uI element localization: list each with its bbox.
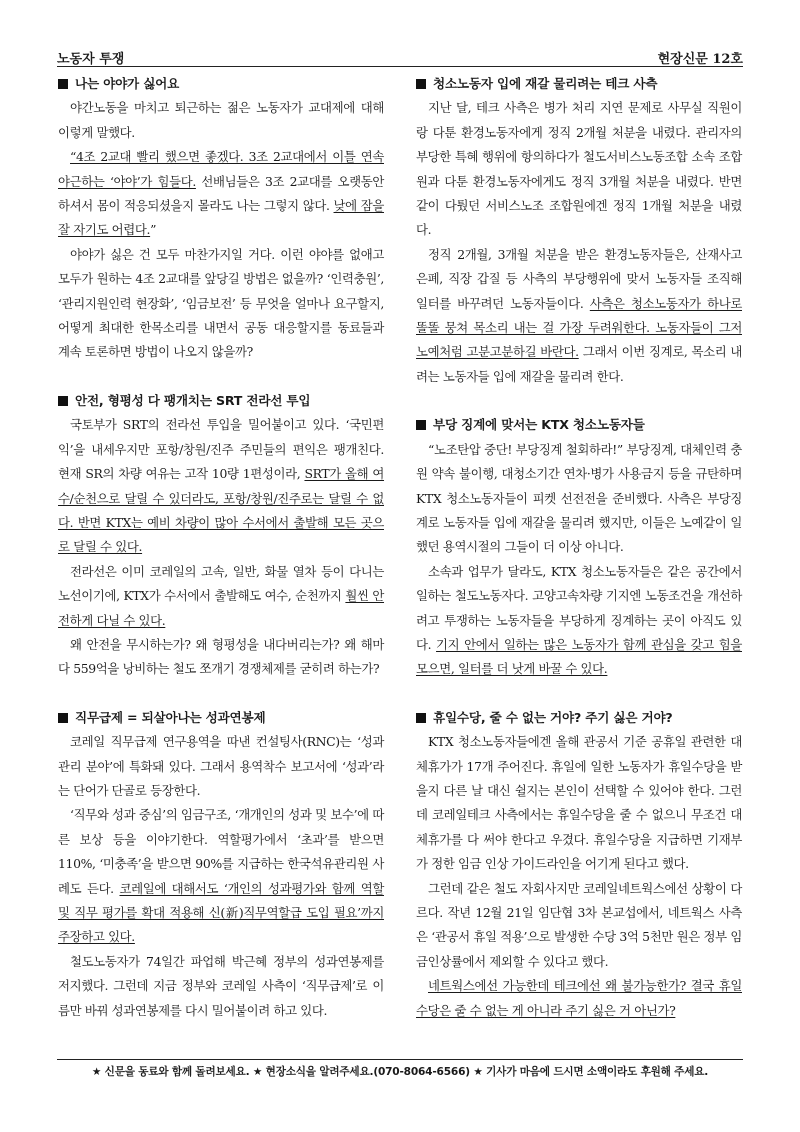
underlined-text: 네트웍스에선 가능한데 테크에선 왜 불가능한가? 결국 휴일수당은 줄 수 없는 게 아니라 주기 싫은 거 아닌가? [416, 978, 742, 1018]
paragraph: 철도노동자가 74일간 파업해 박근혜 정부의 성과연봉제를 저지했다. 그런데 지금 정부와 코레일 사측이 ‘직무급제’로 이름만 바꿔 성과연봉제를 다시 밀어붙이려 하고 있다. [58, 953, 384, 1018]
left-column [58, 72, 384, 1047]
heading-text: 직무급제 = 되살아나는 성과연봉제 [75, 709, 266, 725]
text-run: 선배님들은 3조 2교대를 오랫동안 하셔서 몸이 적응되셨을지 몰라도 나는 그렇지 않다. [58, 173, 384, 214]
text-run: 전라선은 이미 코레일의 고속, 일반, 화물 열차 등이 다니는 노선이기에, KTX가 수서에서 출발해도 여수, 순천까지 [58, 563, 384, 604]
paragraph [416, 974, 742, 1023]
text-run: 국토부가 SRT의 전라선 투입을 밀어붙이고 있다. ‘국민편익’을 내세우지만 포항/창원/진주 주민들의 편익은 팽개친다. 현재 SR의 차량 여유는 고작 10량 1편성이라, [58, 417, 384, 482]
article-heading [416, 72, 742, 96]
text-run: ‘직무와 성과 중심’의 임금구조, ‘개개인의 성과 및 보수’에 따른 보상 등을 이야기한다. 역할평가에서 ‘초과’를 받으면 110%, ‘미충족’을 받으면 90%를 지급하는 한국석유관리원 사례도 든다. [58, 807, 384, 896]
paragraph [58, 413, 384, 559]
paragraph: 야야가 싫은 건 모두 마찬가지일 거다. 이런 야야를 없애고 모두가 원하는 4조 2교대를 앞당길 방법은 없을까? ‘인력충원’, ‘관리지원인력 현장화’, ‘임금보전’ 등 무엇을 얼마나 요구할지, 어떻게 최대한 한목소리를 내면서 공동 대응할지를 동료들과 계속 토론하면 방법이 나오지 않을까? [58, 246, 384, 360]
underlined-text: 낮에 잠을 잘 자기도 어렵다. [58, 198, 384, 238]
issue-number: 현장신문 12호 [657, 52, 743, 67]
article-holiday-pay [416, 706, 742, 1023]
square-bullet-icon [416, 713, 426, 723]
square-bullet-icon [58, 396, 68, 406]
underlined-text: 훨씬 안전하게 다닐 수 있다. [58, 588, 385, 628]
page-header [57, 48, 743, 68]
article-heading [58, 706, 384, 730]
paragraph [416, 560, 742, 682]
header-divider [57, 66, 743, 67]
page-footer: ★ 신문을 동료와 함께 돌려보세요. ★ 현장소식을 알려주세요.(070-8064-6566) ★ 기사가 마음에 드시면 소액이라도 후원해 주세요. [91, 1066, 709, 1078]
right-column [416, 72, 742, 1047]
square-bullet-icon [58, 713, 68, 723]
heading-text: 부당 징계에 맞서는 KTX 청소노동자들 [433, 417, 645, 433]
paragraph [58, 145, 384, 243]
article-night-shift [58, 72, 384, 365]
paragraph [58, 560, 384, 633]
text-run: 소속과 업무가 달라도, KTX 청소노동자들은 같은 공간에서 일하는 철도노동자다. 고양고속차량 기지엔 노동조건을 개선하려고 투쟁하는 노동자들을 부당하게 징계하는 곳이 아직도 있다. [416, 563, 742, 652]
square-bullet-icon [416, 420, 426, 430]
paragraph [416, 243, 742, 389]
article-job-pay [58, 706, 384, 1023]
paragraph: 코레일 직무급제 연구용역을 따낸 컨설팅사(RNC)는 ‘성과관리 분야’에 특화돼 있다. 그래서 용역착수 보고서에 ‘성과’라는 단어가 단골로 등장한다. [58, 734, 384, 798]
text-run: 정직 2개월, 3개월 처분을 받은 환경노동자들은, 산재사고 은폐, 직장 갑질 등 사측의 부당행위에 맞서 노동자들 조직해 일터를 바꾸려던 노동자들이다. [416, 246, 742, 311]
underlined-text: 사측은 청소노동자가 하나로 똘똘 뭉쳐 목소리 내는 걸 가장 두려워한다. 노동자들이 그저 노예처럼 고분고분하길 바란다. [416, 295, 742, 360]
footer-divider [57, 1059, 743, 1060]
article-heading [58, 72, 384, 96]
paragraph: 지난 달, 테크 사측은 병가 처리 지연 문제로 사무실 직원이랑 다툰 환경노동자에게 정직 2개월 처분을 내렸다. 관리자의 부당한 특혜 행위에 항의하다가 철도서비스노동조합 소속 조합원과 다툰 환경노동자에게도 정직 3개월 처분을 내렸다. 반면 같이 다퉜던 서비스노조 조합원에겐 정직 1개월 처분을 내렸다. [416, 100, 742, 238]
heading-text: 나는 야야가 싫어요 [75, 76, 180, 91]
square-bullet-icon [416, 79, 426, 89]
text-run: ” [150, 222, 157, 238]
paragraph: “노조탄압 중단! 부당징계 철회하라!” 부당징계, 대체인력 충원 약속 불이행, 대청소기간 연차·병가 사용금지 등을 규탄하며 KTX 청소노동자들이 피켓 선전전을 준비했다. 사측은 부당징계로 노동자들 입에 재갈을 물리려 했지만, 이들은 노예같이 일했던 용역시절의 그들이 더 이상 아니다. [416, 441, 742, 555]
paragraph [58, 803, 384, 949]
article-cleaning-workers-gag [416, 72, 742, 389]
heading-text: 청소노동자 입에 재갈 물리려는 테크 사측 [433, 76, 658, 91]
heading-text: 안전, 형평성 다 팽개치는 SRT 전라선 투입 [75, 392, 311, 408]
paragraph: 야간노동을 마치고 퇴근하는 젊은 노동자가 교대제에 대해 이렇게 말했다. [58, 100, 384, 140]
underlined-text: 코레일에 대해서도 ‘개인의 성과평가와 함께 역할 및 직무 평가를 확대 적용해 신(新)직무역할급 도입 필요’까지 주장하고 있다. [58, 880, 384, 945]
text-run: 그래서 이번 징계로, 목소리 내려는 노동자들 입에 재갈을 물리려 한다. [416, 344, 742, 384]
heading-text: 휴일수당, 줄 수 없는 거야? 주기 싫은 거야? [433, 709, 673, 725]
underlined-text: “4조 2교대 빨리 했으면 좋겠다. 3조 2교대에서 이틀 연속 야근하는 ‘야야’가 힘들다. [58, 149, 384, 189]
paragraph: KTX 청소노동자들에겐 올해 관공서 기준 공휴일 관련한 대체휴가가 17개 주어진다. 휴일에 일한 노동자가 휴일수당을 받을지 다른 날 대신 쉴지는 본인이 선택할 수 있어야 한다. 그런데 코레일테크 사측에서는 휴일수당을 줄 수 없으니 무조건 대체휴가를 다 써야 한다고 우겼다. 휴일수당을 지급하면 기재부가 정한 임금 인상 가이드라인을 어기게 된다고 했다. [416, 734, 742, 872]
newsletter-name: 노동자 투쟁 [57, 52, 125, 67]
paragraph: 그런데 같은 철도 자회사지만 코레일네트웍스에선 상황이 다르다. 작년 12월 21일 임단협 3차 본교섭에서, 네트웍스 사측은 ‘관공서 휴일 적용’으로 발생한 수당 3억 5천만 원은 정부 임금인상률에서 제외할 수 있다고 했다. [416, 880, 742, 969]
article-ktx-cleaning-workers [416, 413, 742, 681]
article-srt-jeolla [58, 389, 384, 682]
square-bullet-icon [58, 79, 68, 89]
underlined-text: 기지 안에서 일하는 많은 노동자가 함께 관심을 갖고 힘을 모으면, 일터를 더 낫게 바꿀 수 있다. [416, 636, 742, 677]
article-heading [416, 413, 742, 437]
paragraph: 왜 안전을 무시하는가? 왜 형평성을 내다버리는가? 왜 해마다 559억을 낭비하는 철도 쪼개기 경쟁체제를 굳히려 하는가? [58, 636, 384, 677]
article-heading [416, 706, 742, 730]
article-heading [58, 389, 384, 413]
underlined-text: SRT가 올해 여수/순천으로 달릴 수 있더라도, 포항/창원/진주로는 달릴 수 없다. 반면 KTX는 예비 차량이 많아 수서에서 출발해 모든 곳으로 달릴 수 있다. [58, 466, 385, 555]
